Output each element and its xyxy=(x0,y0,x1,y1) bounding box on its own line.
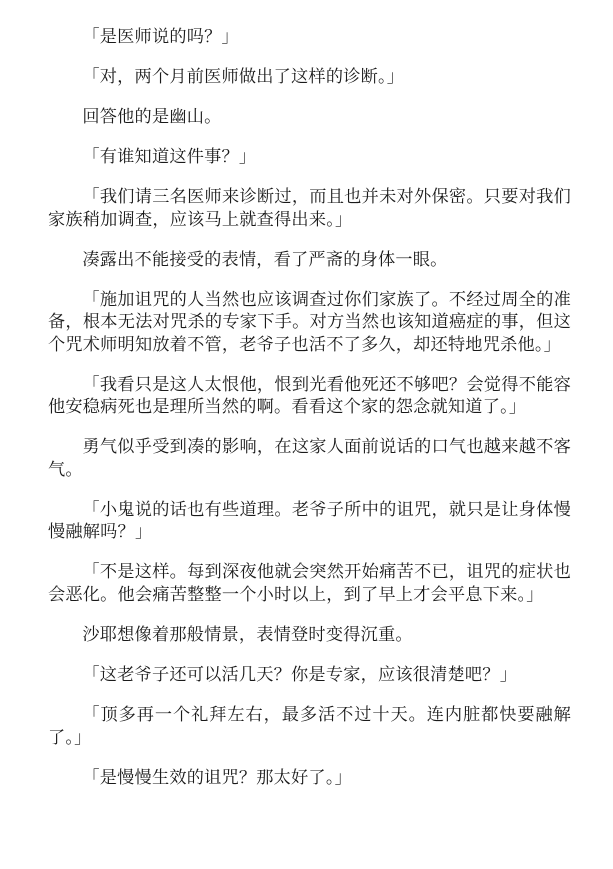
narration-paragraph: 勇气似乎受到凑的影响，在这家人面前说话的口气也越来越不客气。 xyxy=(48,437,571,480)
dialogue-paragraph: 「对，两个月前医师做出了这样的诊断。」 xyxy=(82,66,405,87)
narration-paragraph: 沙耶想像着那般情景，表情登时变得沉重。 xyxy=(82,624,413,645)
dialogue-paragraph: 「顶多再一个礼拜左右，最多活不过十天。连内脏都快要融解了。」 xyxy=(48,704,571,748)
dialogue-paragraph: 「这老爷子还可以活几天？你是专家，应该很清楚吧？」 xyxy=(82,664,518,685)
dialogue-paragraph: 「小鬼说的话也有些道理。老爷子所中的诅咒，就只是让身体慢慢融解吗？」 xyxy=(48,499,571,543)
dialogue-paragraph: 「是慢慢生效的诅咒？那太好了。」 xyxy=(82,767,352,788)
dialogue-paragraph: 「我看只是这人太恨他，恨到光看他死还不够吧？会觉得不能容他安稳病死也是理所当然的啊。看看这个家的怨念就知道了。」 xyxy=(48,374,571,418)
dialogue-paragraph: 「不是这样。每到深夜他就会突然开始痛苦不已，诅咒的症状也会恶化。他会痛苦整整一个小时以上，到了早上才会平息下来。」 xyxy=(48,562,571,605)
dialogue-paragraph: 「有谁知道这件事？」 xyxy=(82,146,257,167)
narration-paragraph: 凑露出不能接受的表情，看了严斋的身体一眼。 xyxy=(82,249,448,270)
dialogue-paragraph: 「是医师说的吗？」 xyxy=(82,27,239,47)
narration-paragraph: 回答他的是幽山。 xyxy=(82,106,222,127)
dialogue-paragraph: 「我们请三名医师来诊断过，而且也并未对外保密。只要对我们家族稍加调查，应该马上就查得出来。」 xyxy=(48,186,571,230)
dialogue-paragraph: 「施加诅咒的人当然也应该调查过你们家族了。不经过周全的准备，根本无法对咒杀的专家下手。对方当然也该知道癌症的事，但这个咒术师明知放着不管，老爷子也活不了多久，却还特地咒杀他。」 xyxy=(48,289,571,355)
